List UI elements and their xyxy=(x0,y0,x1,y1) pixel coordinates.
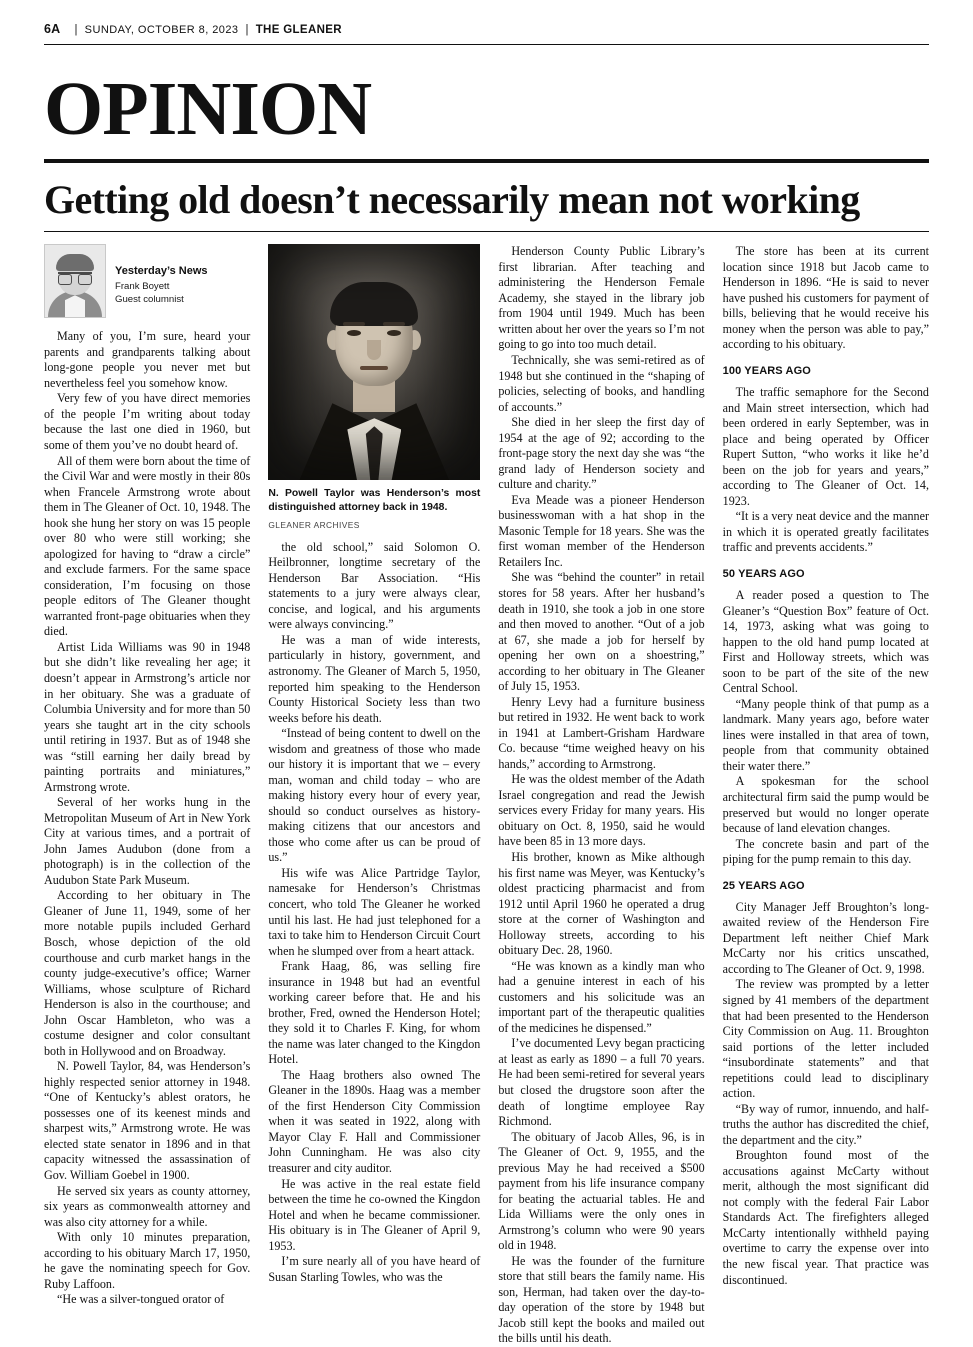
column-2 xyxy=(268,244,480,1285)
masthead-publication: THE GLEANER xyxy=(255,24,342,36)
article-headline: Getting old doesn’t necessarily mean not working xyxy=(44,176,860,222)
paragraph: Henderson County Public Library’s first librarian. After teaching and administering the Henderson Female Academy, she stayed in the library job from 1904 until 1949. Much has been written about her over the years so I’m not going to go into too much detail. xyxy=(498,244,705,352)
paragraph: the old school,” said Solomon O. Heilbronner, longtime secretary of the Henderson Bar Association. “His statements to a jury were always clear, concise, and logical, and his arguments were always convincing.” xyxy=(268,539,481,632)
paragraph: Very few of you have direct memories of the people I’m writing about today because the last one died in 1960, but some of them you’ve no doubt heard of. xyxy=(44,391,251,453)
paragraph: She was “behind the counter” in retail stores for 58 years. After her husband’s death in 1910, she took a job in one store and then moved to another. “Out of a job at 67, she made a job for herself by opening her own on a shoestring,” according to her obituary in The Gleaner of July 15, 1953. xyxy=(498,570,705,694)
masthead-separator-2: | xyxy=(245,24,249,36)
paragraph: Broughton found most of the accusations against McCarty without merit, although the most significant did not comply with the federal Fair Labor Standards Act. The firefighters alleged McCarty intentionally withheld paying overtime to carry the expense over into the new fiscal year. That practice was discontinued. xyxy=(722,1148,929,1287)
paragraph: The Haag brothers also owned The Gleaner in the 1890s. Haag was a member of the first Henderson City Commission when it was seated in 1922, along with Mayor Clay F. Hall and Commissioner John Cunningham. He was also city treasurer and city auditor. xyxy=(268,1067,481,1175)
paragraph: He served six years as county attorney, six years as commonwealth attorney and was also city attorney for a while. xyxy=(44,1183,251,1229)
paragraph: A reader posed a question to The Gleaner’s “Question Box” feature of Oct. 14, 1973, asking what was going to happen to the old hand pump located at First and Holloway streets, which was soon to be part of the site of the new Central School. xyxy=(722,588,929,696)
subhead-50-years-ago: 50 YEARS AGO xyxy=(722,567,805,580)
article-photo xyxy=(268,244,480,480)
column-3 xyxy=(498,244,704,1347)
column-1 xyxy=(44,244,250,1307)
column-4 xyxy=(723,244,929,1288)
subhead-25-years-ago: 25 YEARS AGO xyxy=(722,879,805,892)
paragraph: “It is a very neat device and the manner in which it is operated greatly facilitates traffic and prevents accidents.” xyxy=(722,509,929,555)
paragraph: “He was a silver-tongued orator of xyxy=(57,1292,225,1307)
author-name: Frank Boyett xyxy=(115,281,170,293)
author-role: Guest columnist xyxy=(115,294,184,306)
paragraph: Many of you, I’m sure, heard your parents and grandparents talking about long-gone people you never met but nevertheless feel you somehow know. xyxy=(44,329,251,390)
section-rule xyxy=(44,159,929,163)
paragraph: All of them were born about the time of the Civil War and were mostly in their 80s when Francele Armstrong wrote about them in The Gleaner of Oct. 10, 1948. The hook she hung her story on was 15 people over 80 who were still working; she apologized for having to “draw a circle” and exclude farmers. For the same space consideration, I’m focusing on those people editors of The Gleaner thought warranted front-page obituaries when they died. xyxy=(44,453,251,639)
paragraph: His brother, known as Mike although his first name was Meyer, was Kentucky’s oldest practicing pharmacist and from 1912 until April 1960 he operated a drug store at the corner of Washington and Holloway streets, according to his obituary Dec. 28, 1960. xyxy=(498,850,705,958)
columnist-portrait xyxy=(44,244,106,318)
paragraph: Frank Haag, 86, was selling fire insurance in 1948 but had an eventful working career before that. He and his brother, Fred, owned the Henderson Hotel; they sold it to Charles F. King, for whom the name was later changed to the Kingdon Hotel. xyxy=(268,959,481,1067)
paragraph: I’ve documented Levy began practicing at least as early as 1890 – a full 70 years. He had been semi-retired for several years but closed the drugstore soon after the death of longtime employee Ray Richmond. xyxy=(498,1036,705,1129)
subhead-100-years-ago: 100 YEARS AGO xyxy=(722,365,811,378)
paragraph: I’m sure nearly all of you have heard of Susan Starling Towles, who was the xyxy=(268,1254,481,1284)
paragraph: Technically, she was semi-retired as of 1948 but she continued in the “shaping of policies, selecting of books, and handling of accounts.” xyxy=(498,353,705,414)
photo-caption: N. Powell Taylor was Henderson’s most distinguished attorney back in 1948. xyxy=(268,488,481,514)
paragraph: A spokesman for the school architectural firm said the pump would be preserved but would no longer operate because of land elevation changes. xyxy=(722,774,929,836)
paragraph: “Many people think of that pump as a landmark. Many years ago, before water lines were installed in that area of town, people from that community obtained their water there.” xyxy=(722,696,929,773)
paragraph: “Instead of being content to dwell on the wisdom and greatness of those who made our history it is important that we – every man, woman and child today – who are making history every hour of every year, should so conduct ourselves as history-making citizens that our ancestors and those who come after us can be proud of us.” xyxy=(268,726,481,865)
paragraph: Henry Levy had a furniture business but retired in 1932. He went back to work in 1941 at Lambert-Grisham Hardware Co. because “time weighed heavy on his hands,” according to Armstrong. xyxy=(498,694,705,771)
page-number: 6A xyxy=(44,22,61,36)
paragraph: The review was prompted by a letter signed by 41 members of the department that had been presented to the Henderson City Commission on Aug. 11. Broughton said portions of the letter included “insubordinate statements” and that repetitions could lead to disciplinary action. xyxy=(722,977,929,1101)
article-columns xyxy=(44,244,929,1347)
masthead-date: SUNDAY, OCTOBER 8, 2023 xyxy=(84,24,239,36)
masthead-separator-1: | xyxy=(74,24,78,36)
paragraph: “He was known as a kindly man who had a genuine interest in each of his customers and his solicitude was an important part of the therapeutic qualities of the medicines he dispensed.” xyxy=(498,958,705,1035)
photo-credit: GLEANER ARCHIVES xyxy=(268,519,360,530)
article-photo-wrap xyxy=(268,244,480,530)
paragraph: Several of her works hung in the Metropolitan Museum of Art in New York City at various times, and a portrait of John James Audubon (done from a photograph) is in the collection of the Audubon State Park Museum. xyxy=(44,795,251,887)
paragraph: His wife was Alice Partridge Taylor, namesake for Henderson’s Christmas concert, who told The Gleaner he worked until his last. He had just telephoned for a taxi to take him to Henderson Circuit Court when he slumped over from a heart attack. xyxy=(268,865,481,958)
section-title: OPINION xyxy=(44,67,372,151)
paragraph: “By way of rumor, innuendo, and half-truths the author has discredited the chief, the department and the city.” xyxy=(722,1101,929,1147)
paragraph: Eva Meade was a pioneer Henderson businesswoman with a hat shop in the Masonic Temple for 18 years. She was the first woman member of the Henderson Retailers Inc. xyxy=(498,492,705,569)
column-name: Yesterday’s News xyxy=(115,265,208,278)
byline-block xyxy=(44,244,250,318)
paragraph: The traffic semaphore for the Second and Main street intersection, which had been ordered in early September, was in place and being operated by Officer Rupert Sutton, “who works it like he’d been on the job for years and years,” according to The Gleaner of Oct. 14, 1923. xyxy=(722,385,929,508)
paragraph: City Manager Jeff Broughton’s long-awaited review of the Henderson Fire Department left neither Chief Mark McCarty nor his critics unscathed, according to The Gleaner of Oct. 9, 1998. xyxy=(722,899,929,976)
paragraph: With only 10 minutes preparation, according to his obituary March 17, 1950, he gave the nominating speech for Gov. Ruby Laffoon. xyxy=(44,1230,251,1291)
paragraph: N. Powell Taylor, 84, was Henderson’s highly respected senior attorney in 1948. “One of Kentucky’s ablest orators, he possesses one of its keenest minds and sharpest wits,” Armstrong wrote. He was elected state senator in 1896 and in that capacity witnessed the assassination of Gov. William Goebel in 1900. xyxy=(44,1059,251,1182)
paragraph: He was a man of wide interests, particularly in history, government, and astronomy. The Gleaner of March 5, 1950, reported him speaking to the Henderson County Historical Society less than two weeks before his death. xyxy=(268,632,481,725)
paragraph: Artist Lida Williams was 90 in 1948 but she didn’t like revealing her age; it doesn’t appear in Armstrong’s article nor in her obituary. She was a graduate of Columbia University and for more than 50 years she taught art in the city schools until retiring in 1937. But as of 1948 she was “still earning her daily bread by painting portraits and miniatures,” Armstrong wrote. xyxy=(44,639,251,794)
paragraph: He was active in the real estate field between the time he co-owned the Kingdon Hotel and when he became commissioner. His obituary is in The Gleaner of April 9, 1953. xyxy=(268,1176,481,1253)
paragraph: He was the founder of the furniture store that still bears the family name. His son, Herman, had taken over the day-to-day operation of the store by 1948 but Jacob still kept the books and mailed out the bills until his death. xyxy=(498,1253,705,1346)
masthead xyxy=(44,22,929,44)
paragraph: She died in her sleep the first day of 1954 at the age of 92; according to the front-page story the next day she was “the grand lady of Henderson society and culture and charity.” xyxy=(498,415,705,492)
paragraph: The store has been at its current location since 1918 but Jacob came to Henderson in 1896. “He is said to never have pushed his customers for payment of bills, believing that he would receive his money when the person was able to pay,” according to his obituary. xyxy=(722,244,929,352)
paragraph: The obituary of Jacob Alles, 96, is in The Gleaner of Oct. 9, 1955, and the previous May he had received a $500 payment from his life insurance company for beating the actuarial tables. He and Lida Williams were the only ones in Armstrong’s column who were 90 years old in 1948. xyxy=(498,1129,705,1253)
headline-rule xyxy=(44,231,929,232)
paragraph: The concrete basin and part of the piping for the pump remain to this day. xyxy=(722,836,929,867)
byline-text xyxy=(115,244,208,307)
masthead-rule xyxy=(44,44,929,45)
paragraph: He was the oldest member of the Adath Israel congregation and read the Jewish services every Friday for many years. His obituary on Oct. 8, 1950, said he would have been 85 in 13 more days. xyxy=(498,772,705,849)
paragraph: According to her obituary in The Gleaner of June 11, 1949, some of her more notable pupils included Gerhard Bosch, whose depiction of the old courthouse and curb market hangs in the county judge-executive’s office; Warner Williams, whose sculpture of Richard Henderson is also in the courthouse; and John Oscar Hambleton, who was a costume designer and color consultant both in Hollywood and on Broadway. xyxy=(44,888,251,1058)
